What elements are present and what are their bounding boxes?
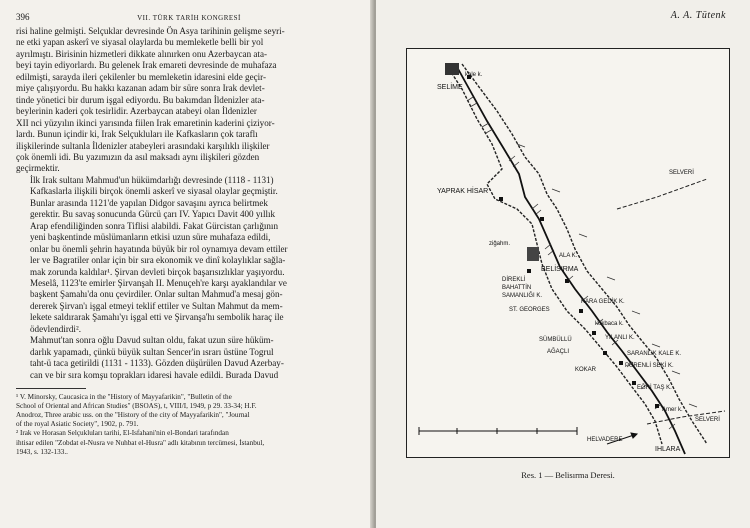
text-line: miye çalışıyordu. Bu hakkı kazanan adam bir süre sonra Irak devlet- <box>16 83 265 94</box>
label-purenli-seki: PÜRENLİ SEKİ K. <box>625 363 674 369</box>
text-line: ayrılmıştı. Birisinin hizmetleri dikkate alınırken onu Azerbaycan ata- <box>16 48 268 59</box>
page-number: 396 <box>16 12 30 22</box>
text-line: dererek Şirvan'ı işgal etmeyi teklif ettiler ve Sultan Mahmut da mem- <box>30 300 283 311</box>
text-line: beyi tayin ediyorlardı. Bu gelenek Irak emareti devresinde de muhafaza <box>16 60 277 71</box>
running-title: VII. TÜRK TARİH KONGRESİ <box>137 14 241 22</box>
text-line: ne etki yapan askerî ve siyasal olaylarda bu memleketle belli bir yol <box>16 37 264 48</box>
running-head-right: A. A. Tütenk <box>670 10 726 21</box>
footnotes <box>16 393 362 457</box>
label-st-georges: ST. GEORGES <box>509 307 550 313</box>
paragraph-1 <box>16 26 362 175</box>
belisirma-settlement <box>527 247 539 261</box>
figure-caption: Res. 1 — Belisırma Deresi. <box>521 470 615 480</box>
label-sumbullu: SÜMBÜLLÜ <box>539 337 572 343</box>
text-line: risi haline gelmişti. Selçuklar devresinde Ön Asya tarihinin gelişme seyri- <box>16 26 285 36</box>
label-kokbaca: kökbaca k. <box>595 321 624 327</box>
label-yaprak-hisar: YAPRAK HİSAR <box>437 188 489 195</box>
footnote-line: Anodroz, Three arabic uss. on the "History of the city of Mayyafarikin", "Journal <box>16 411 250 420</box>
text-line: onlar bu önemli şehrin hayatında büyük bir rol oynamıya devam ettiler <box>30 243 288 254</box>
text-line: lardı. Bunun içindir ki, Irak Selçukluları ile Kafkasların çok taraflı <box>16 129 258 140</box>
label-amer: Amer k. <box>662 407 683 413</box>
text-line: XII nci yüzyılın ikinci yarısında fiilen Irak emaretinin kaderini çiziyor- <box>16 117 275 128</box>
text-line: lekete saldırarak Şamahı'yı işgal etti ve Şirvanşa'hı sembolik haraç ile <box>30 312 284 323</box>
text-line: İlk Irak sultanı Mahmud'un hükümdarlığı devresinde (1118 - 1131) <box>30 174 274 185</box>
river <box>457 67 685 454</box>
label-kokar: KOKAR <box>575 367 597 373</box>
label-selveri-bottom: SELVERİ <box>695 417 720 423</box>
footnote-line: ² Irak ve Horasan Selçukluları tarihi, El-Isfahani'nin el-Bondari tarafından <box>16 429 229 438</box>
belisirma-map <box>407 49 729 457</box>
text-line: Kafkaslarla ilişkili birçok önemli askerî ve siyasal olaylar geçmiştir. <box>30 186 278 197</box>
text-line: darlık yapamadı, çünkü büyük sultan Sencer'in ısrarı üstüne Togrul <box>30 346 274 357</box>
label-zigahm: ziğahm. <box>489 241 511 247</box>
text-line: taht-ü taca getirildi (1131 - 1133). Gözden düşürülen Davud Azerbay- <box>30 358 284 369</box>
selime-settlement <box>445 63 459 75</box>
text-line: yeni başkentinde müslümanların etkisi uzun süre muhafaza edildi, <box>30 232 271 243</box>
footnote-line: 1943, s. 132-133.. <box>16 447 68 456</box>
label-ihlara: IHLARA <box>655 446 681 453</box>
label-yilanli: YILANLI K. <box>605 335 635 341</box>
text-line: ler ve Bagratiler onlar için bir sıra ekonomik ve dinî kolaylıklar sağla- <box>30 255 286 266</box>
footnote-rule <box>16 388 86 389</box>
label-helvadere: HELVADERE <box>587 437 623 443</box>
label-egri-tas: EĞRİ TAŞ K. <box>637 385 672 391</box>
scale-bar <box>419 427 577 435</box>
label-direkli: DİREKLİ <box>502 277 526 283</box>
label-selveri-top: SELVERİ <box>669 170 694 176</box>
text-line: Mahmut'tan sonra oğlu Davud sultan oldu, fakat uzun süre hüküm- <box>30 335 274 346</box>
text-line: Meselâ, 1123'te emirler Şirvanşah II. Menuçeh're karşı ayaklandılar ve <box>30 277 287 288</box>
label-kara-gedik: KARA GEDİK K. <box>581 299 625 305</box>
text-line: başkent Şamahı'da onu çevirdiler. Onlar sultan Mahmud'a mesaj gön- <box>30 289 283 300</box>
map-figure <box>406 48 730 458</box>
text-line: tinde yönetici bir durum işgal ediyordu. Bu bakımdan İldenizler ata- <box>16 94 265 105</box>
body-text <box>16 26 362 381</box>
paragraph-2 <box>16 175 362 335</box>
text-line: Bunlar arasında 1121'de yapılan Didgor savaşını ayrıca belirtmek <box>30 197 268 208</box>
label-kale: kale k. <box>465 72 483 78</box>
label-agacli: AĞAÇLI <box>547 349 570 355</box>
cliff-hatching <box>467 97 697 429</box>
label-selime: SELİME <box>437 84 463 91</box>
label-saranlik-kale: SARANLIK KALE K. <box>627 351 682 357</box>
left-page <box>0 0 374 528</box>
tributary <box>617 179 707 209</box>
text-line: beylerinin kaderi çok tesirlidir. Azerbaycan atabeyi olan İldenizler <box>16 106 257 117</box>
footnote-line: School of Oriental and African Studies" (BSOAS), t, VIII/I, 1949, p 29. 33-34; H.F. <box>16 402 257 411</box>
text-line: Arap efendiliğinden sonra Tiflisi alabildi. Fakat Gürcistan çarlığının <box>30 220 279 231</box>
text-line: edilmişti, sarayda ileri çekilenler bu memleketin idaresini elde geçir- <box>16 71 267 82</box>
text-line: geçirmektir. <box>16 163 60 174</box>
text-line: mak zorunda kaldılar¹. Şirvan devleti birçok başarısızlıklar yaşıyordu. <box>30 266 285 277</box>
text-line: gerektir. Bu savaş sonucunda Gürcü çarı IV. Yapıcı Davit 400 yıllık <box>30 209 276 220</box>
label-bahattin: BAHATTİN <box>502 285 532 291</box>
running-head-left <box>16 12 362 22</box>
label-ala: ALA K. <box>559 253 578 259</box>
text-line: ilişkilerinde sultanla İldenizler atabeyleri arasındaki karşılıklı ilişkiler <box>16 140 270 151</box>
text-line: can ve bir sıra komşu toprakları idaresi havale edildi. Burada Davud <box>30 369 279 380</box>
footnote-line: ¹ V. Minorsky, Caucasica in the "History of Mayyafarikin", "Bulletin of the <box>16 393 232 402</box>
label-belisirma: BELİSIRMA <box>541 266 579 273</box>
label-samanligi: SAMANLIĞI K. <box>502 293 543 299</box>
text-line: ödevlendirdi². <box>30 323 81 334</box>
paragraph-3 <box>16 335 362 381</box>
footnote-line: of the royal Asiatic Society", 1902, p. 791. <box>16 420 139 429</box>
text-line: çok önemli idi. Bu yazımızın da asıl maksadı aynı ilişkileri gözden <box>16 151 260 162</box>
footnote-line: ihtisar edilen "Zobdat el-Nusra ve Nuhbat el-Husra" adlı kitabının tercümesi, İstanbul, <box>16 438 265 447</box>
